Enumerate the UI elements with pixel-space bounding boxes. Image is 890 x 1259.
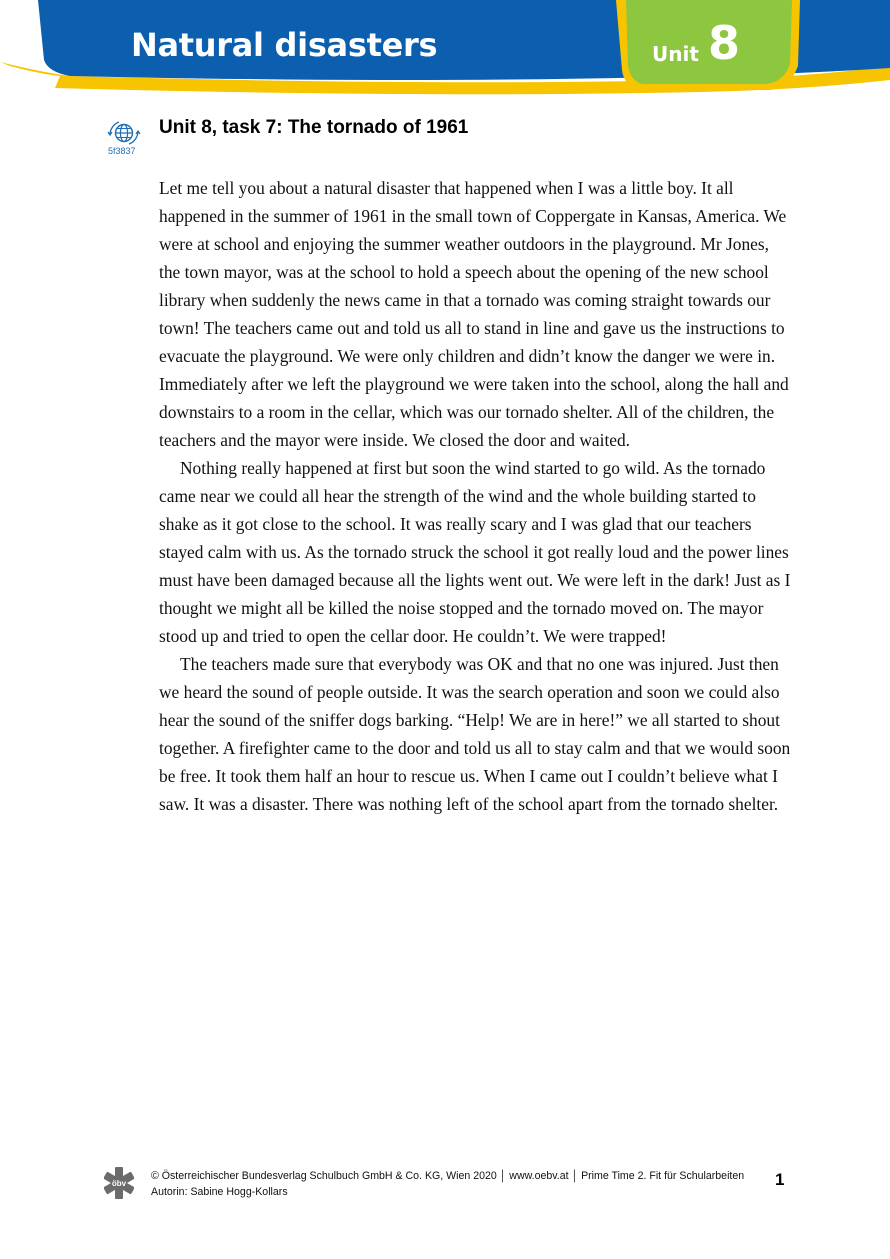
publisher-logo-text: öbv bbox=[111, 1179, 127, 1188]
publisher-logo bbox=[104, 1166, 134, 1200]
web-link-code[interactable]: 5f3837 bbox=[108, 146, 136, 156]
unit-label: Unit bbox=[652, 42, 699, 66]
globe-icon[interactable] bbox=[107, 120, 141, 146]
task-heading: Unit 8, task 7: The tornado of 1961 bbox=[159, 117, 469, 138]
footer-author: Autorin: Sabine Hogg-Kollars bbox=[151, 1186, 288, 1198]
story-paragraph: Nothing really happened at first but soon the wind started to go wild. As the tornado came near we could all hear the strength of the wind and the whole building started to shake as it got close to the school. It was really scary and I was glad that our teachers stayed calm with us. As the tornado struck the school it got really loud and the power lines must have been damaged because all the lights went out. We were left in the dark! Just as I thought we might all be killed the noise stopped and the tornado moved on. The mayor stood up and tried to open the cellar door. He couldn’t. We were trapped! bbox=[159, 458, 791, 646]
story-paragraph: The teachers made sure that everybody was OK and that no one was injured. Just then we heard the sound of people outside. It was the search operation and soon we could also hear the sound of the sniffer dogs barking. “Help! We are in here!” we all started to shout together. A firefighter came to the door and told us all to stay calm and that we would soon be free. It took them half an hour to rescue us. When I came out I couldn’t believe what I saw. It was a disaster. There was nothing left of the school apart from the tornado shelter. bbox=[159, 654, 791, 814]
story-text bbox=[159, 174, 794, 818]
header-banner bbox=[0, 0, 890, 110]
unit-number: 8 bbox=[708, 16, 741, 70]
story-paragraph: Let me tell you about a natural disaster that happened when I was a little boy. It all happened in the summer of 1961 in the small town of Coppergate in Kansas, America. We were at school and enjoying the summer weather outdoors in the playground. Mr Jones, the town mayor, was at the school to hold a speech about the opening of the new school library when suddenly the news came in that a tornado was coming straight towards our town! The teachers came out and told us all to stand in line and gave us the instructions to evacuate the playground. We were only children and didn’t know the danger we were in. Immediately after we left the playground we were taken into the school, along the hall and downstairs to a room in the cellar, which was our tornado shelter. All of the children, the teachers and the mayor were inside. We closed the door and waited. bbox=[159, 178, 789, 450]
footer-copyright: © Österreichischer Bundesverlag Schulbuch GmbH & Co. KG, Wien 2020 │ www.oebv.at │ Prime Time 2. Fit für Schularbeiten bbox=[151, 1170, 745, 1182]
page-title: Natural disasters bbox=[131, 26, 438, 64]
page-number: 1 bbox=[775, 1170, 785, 1189]
